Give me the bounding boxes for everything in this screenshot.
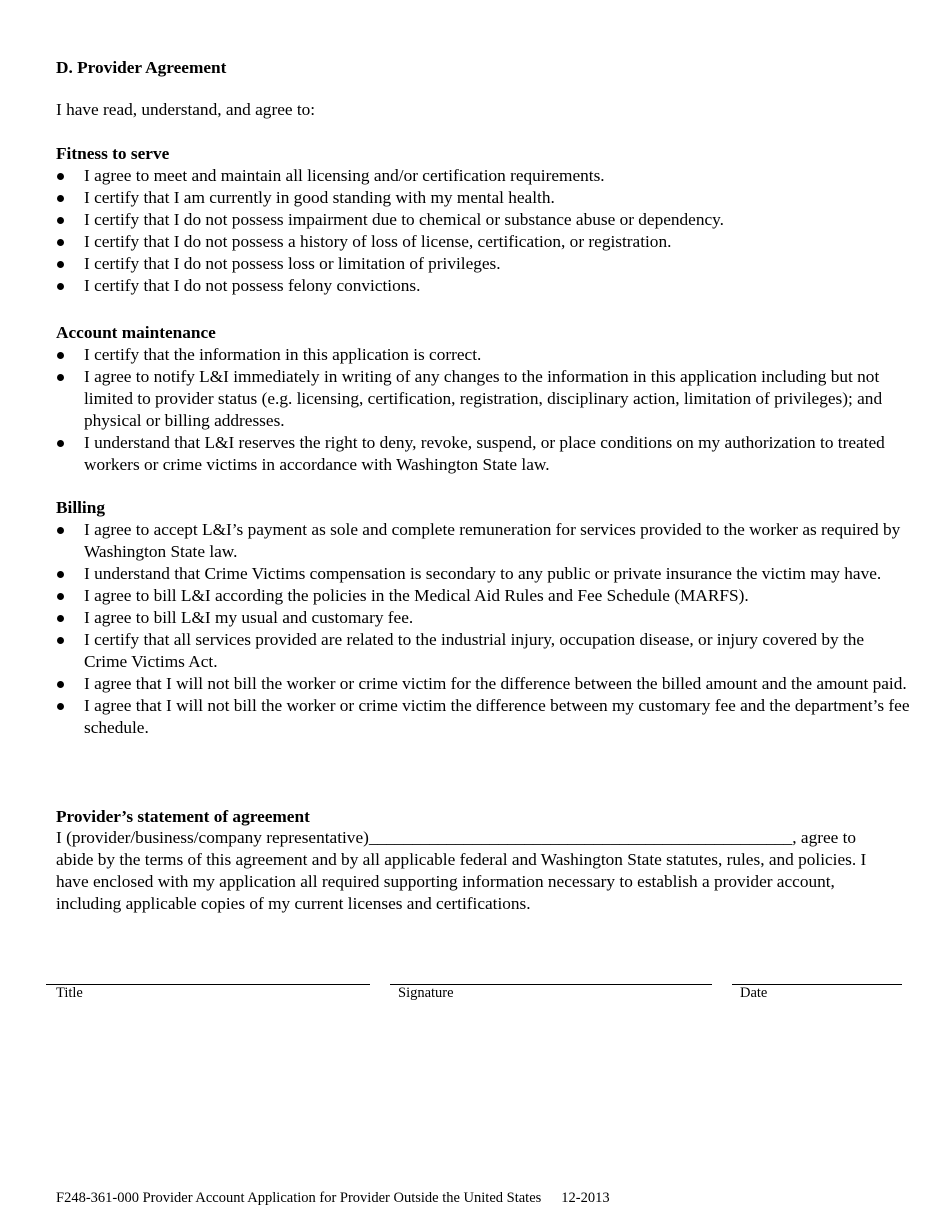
account-list bbox=[56, 344, 910, 476]
account-item bbox=[56, 366, 910, 432]
fitness-item bbox=[56, 187, 910, 209]
billing-item-text: I agree that I will not bill the worker or crime victim the difference between my customary fee and the department’s fee schedule. bbox=[84, 696, 910, 737]
billing-item bbox=[56, 585, 910, 607]
bullet-icon bbox=[57, 593, 64, 600]
bullet-icon bbox=[57, 440, 64, 447]
bullet-icon bbox=[57, 374, 64, 381]
account-item bbox=[56, 432, 910, 476]
bullet-icon bbox=[57, 637, 64, 644]
form-revision: 12-2013 bbox=[561, 1190, 610, 1206]
signature-label: Signature bbox=[398, 985, 454, 1001]
fitness-list bbox=[56, 165, 910, 297]
billing-item-text: I agree that I will not bill the worker or crime victim for the difference between the billed amount and the amount paid. bbox=[84, 674, 907, 693]
bullet-icon bbox=[57, 239, 64, 246]
billing-item bbox=[56, 607, 910, 629]
fitness-item bbox=[56, 165, 910, 187]
bullet-icon bbox=[57, 527, 64, 534]
fitness-item bbox=[56, 209, 910, 231]
fitness-item-text: I certify that I do not possess felony convictions. bbox=[84, 276, 421, 295]
statement-text: I (provider/business/company representative)_________________________________________________, agree to abide by the terms of this agreement and by all applicable federal and Washington State statutes, rules, and policies. I have enclosed with my application all required supporting information necessary to establish a provider account, including applicable copies of my current licenses and certifications. bbox=[56, 828, 867, 913]
billing-item-text: I agree to bill L&I my usual and customary fee. bbox=[84, 608, 414, 627]
bullet-icon bbox=[57, 217, 64, 224]
page-footer bbox=[56, 1189, 610, 1207]
account-item bbox=[56, 344, 910, 366]
title-label: Title bbox=[56, 985, 83, 1001]
section-title: D. Provider Agreement bbox=[56, 58, 227, 77]
bullet-icon bbox=[57, 261, 64, 268]
bullet-icon bbox=[57, 195, 64, 202]
bullet-icon bbox=[57, 352, 64, 359]
billing-item bbox=[56, 563, 910, 585]
billing-item bbox=[56, 519, 910, 563]
bullet-icon bbox=[57, 283, 64, 290]
fitness-item-text: I certify that I do not possess loss or limitation of privileges. bbox=[84, 254, 501, 273]
statement-heading: Provider’s statement of agreement bbox=[56, 807, 310, 826]
fitness-item-text: I certify that I am currently in good standing with my mental health. bbox=[84, 188, 555, 207]
billing-item bbox=[56, 673, 910, 695]
intro-text: I have read, understand, and agree to: bbox=[56, 100, 316, 119]
billing-item-text: I certify that all services provided are related to the industrial injury, occupation disease, or injury covered by the Crime Victims Act. bbox=[84, 630, 865, 671]
billing-list bbox=[56, 519, 910, 739]
billing-item-text: I agree to accept L&I’s payment as sole and complete remuneration for services provided to the worker as required by Washington State law. bbox=[84, 520, 901, 561]
billing-heading: Billing bbox=[56, 498, 105, 517]
fitness-heading: Fitness to serve bbox=[56, 144, 170, 163]
bullet-icon bbox=[57, 681, 64, 688]
bullet-icon bbox=[57, 173, 64, 180]
billing-item bbox=[56, 695, 910, 739]
billing-item-text: I agree to bill L&I according the policies in the Medical Aid Rules and Fee Schedule (MARFS). bbox=[84, 586, 749, 605]
fitness-item-text: I certify that I do not possess a history of loss of license, certification, or registration. bbox=[84, 232, 672, 251]
account-item-text: I agree to notify L&I immediately in writing of any changes to the information in this application including but not limited to provider status (e.g. licensing, certification, registration, disciplinary action, limitation of privileges); and physical or billing addresses. bbox=[84, 367, 883, 430]
bullet-icon bbox=[57, 703, 64, 710]
account-item-text: I certify that the information in this application is correct. bbox=[84, 345, 482, 364]
form-number: F248-361-000 Provider Account Application for Provider Outside the United States bbox=[56, 1190, 542, 1206]
billing-item-text: I understand that Crime Victims compensation is secondary to any public or private insurance the victim may have. bbox=[84, 564, 882, 583]
account-item-text: I understand that L&I reserves the right to deny, revoke, suspend, or place conditions on my authorization to treated workers or crime victims in accordance with Washington State law. bbox=[84, 433, 885, 474]
fitness-item-text: I agree to meet and maintain all licensing and/or certification requirements. bbox=[84, 166, 605, 185]
account-heading: Account maintenance bbox=[56, 323, 216, 342]
fitness-item-text: I certify that I do not possess impairment due to chemical or substance abuse or dependency. bbox=[84, 210, 725, 229]
fitness-item bbox=[56, 253, 910, 275]
fitness-item bbox=[56, 275, 910, 297]
title-line[interactable] bbox=[46, 984, 370, 985]
fitness-item bbox=[56, 231, 910, 253]
date-label: Date bbox=[740, 985, 768, 1001]
bullet-icon bbox=[57, 615, 64, 622]
billing-item bbox=[56, 629, 910, 673]
bullet-icon bbox=[57, 571, 64, 578]
